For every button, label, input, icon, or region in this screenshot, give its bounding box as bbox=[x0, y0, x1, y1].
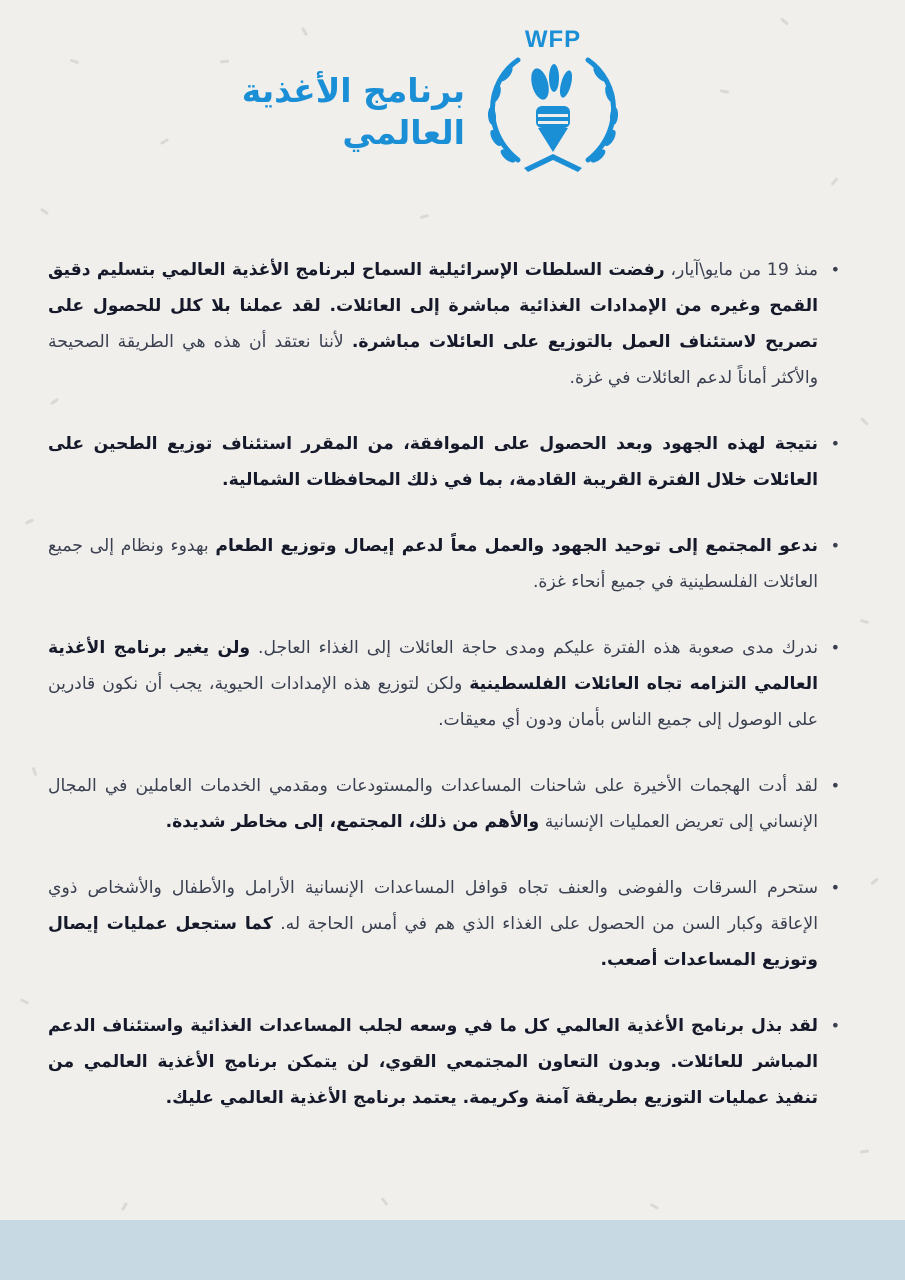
bullet-text-bold: ندعو المجتمع إلى توحيد الجهود والعمل معاً لدعم إيصال وتوزيع الطعام bbox=[215, 536, 818, 556]
bullet-item bbox=[48, 768, 840, 840]
bullet-text: ستحرم السرقات والفوضى والعنف تجاه قوافل المساعدات الإنسانية الأرامل والأطفال والأشخاص ذوي الإعاقة وكبار السن من الحصول على الغذاء الذي هم في أمس الحاجة له. bbox=[48, 878, 818, 934]
wheat-wreath-icon bbox=[478, 22, 628, 182]
bullet-text: لأننا نعتقد أن هذه هي الطريقة الصحيحة والأكثر أماناً لدعم العائلات في غزة. bbox=[48, 332, 818, 388]
statement-body bbox=[48, 252, 840, 1116]
logo-name-line2: العالمي bbox=[342, 113, 465, 152]
bullet-text-bold: كما ستجعل عمليات إيصال وتوزيع المساعدات أصعب. bbox=[48, 914, 818, 970]
bullet-text: ولكن لتوزيع هذه الإمدادات الحيوية، يجب أن نكون قادرين على الوصول إلى جميع الناس بأمان ودون أي معيقات. bbox=[48, 674, 818, 730]
footer-band bbox=[0, 1220, 905, 1280]
wfp-acronym: WFP bbox=[524, 26, 582, 53]
logo-name-line1: برنامج الأغذية bbox=[241, 71, 465, 110]
bullet-item bbox=[48, 426, 840, 498]
bullet-item bbox=[48, 870, 840, 978]
bullet-text-bold: لقد بذل برنامج الأغذية العالمي كل ما في وسعه لجلب المساعدات الغذائية واستئناف الدعم المباشر للعائلات. وبدون التعاون المجتمعي القوي، لن يتمكن برنامج الأغذية العالمي من تنفيذ عمليات التوزيع بطريقة آمنة وكريمة. يعتمد برنامج الأغذية العالمي عليك. bbox=[48, 1016, 818, 1108]
bullet-text: منذ 19 من مايو\آيار، bbox=[664, 260, 818, 280]
bullet-text-bold: رفضت السلطات الإسرائيلية السماح لبرنامج الأغذية العالمي بتسليم دقيق القمح وغيره من الإمدادات الغذائية مباشرة إلى العائلات. لقد عملنا بلا كلل للحصول على تصريح لاستئناف العمل بالتوزيع على العائلات مباشرة. bbox=[48, 260, 818, 352]
bullet-item bbox=[48, 528, 840, 600]
bullet-item bbox=[48, 1008, 840, 1116]
bullet-text: بهدوء ونظام إلى جميع العائلات الفلسطينية في جميع أنحاء غزة. bbox=[48, 536, 818, 592]
header bbox=[0, 22, 905, 192]
wfp-emblem bbox=[478, 22, 628, 182]
wfp-arabic-name bbox=[242, 70, 465, 154]
bullet-text-bold: نتيجة لهذه الجهود وبعد الحصول على الموافقة، من المقرر استئناف توزيع الطحين على العائلات خلال الفترة القريبة القادمة، بما في ذلك المحافظات الشمالية. bbox=[48, 434, 818, 490]
bullet-item bbox=[48, 630, 840, 738]
bullet-text-bold: والأهم من ذلك، المجتمع، إلى مخاطر شديدة. bbox=[165, 812, 540, 832]
bullet-text: لقد أدت الهجمات الأخيرة على شاحنات المساعدات والمستودعات ومقدمي الخدمات العاملين في المجال الإنساني إلى تعريض العمليات الإنسانية bbox=[48, 776, 818, 832]
bullet-text: ندرك مدى صعوبة هذه الفترة عليكم ومدى حاجة العائلات إلى الغذاء العاجل. bbox=[250, 638, 818, 658]
bullet-item bbox=[48, 252, 840, 396]
bullet-text-bold: ولن يغير برنامج الأغذية العالمي التزامه تجاه العائلات الفلسطينية bbox=[48, 638, 818, 694]
